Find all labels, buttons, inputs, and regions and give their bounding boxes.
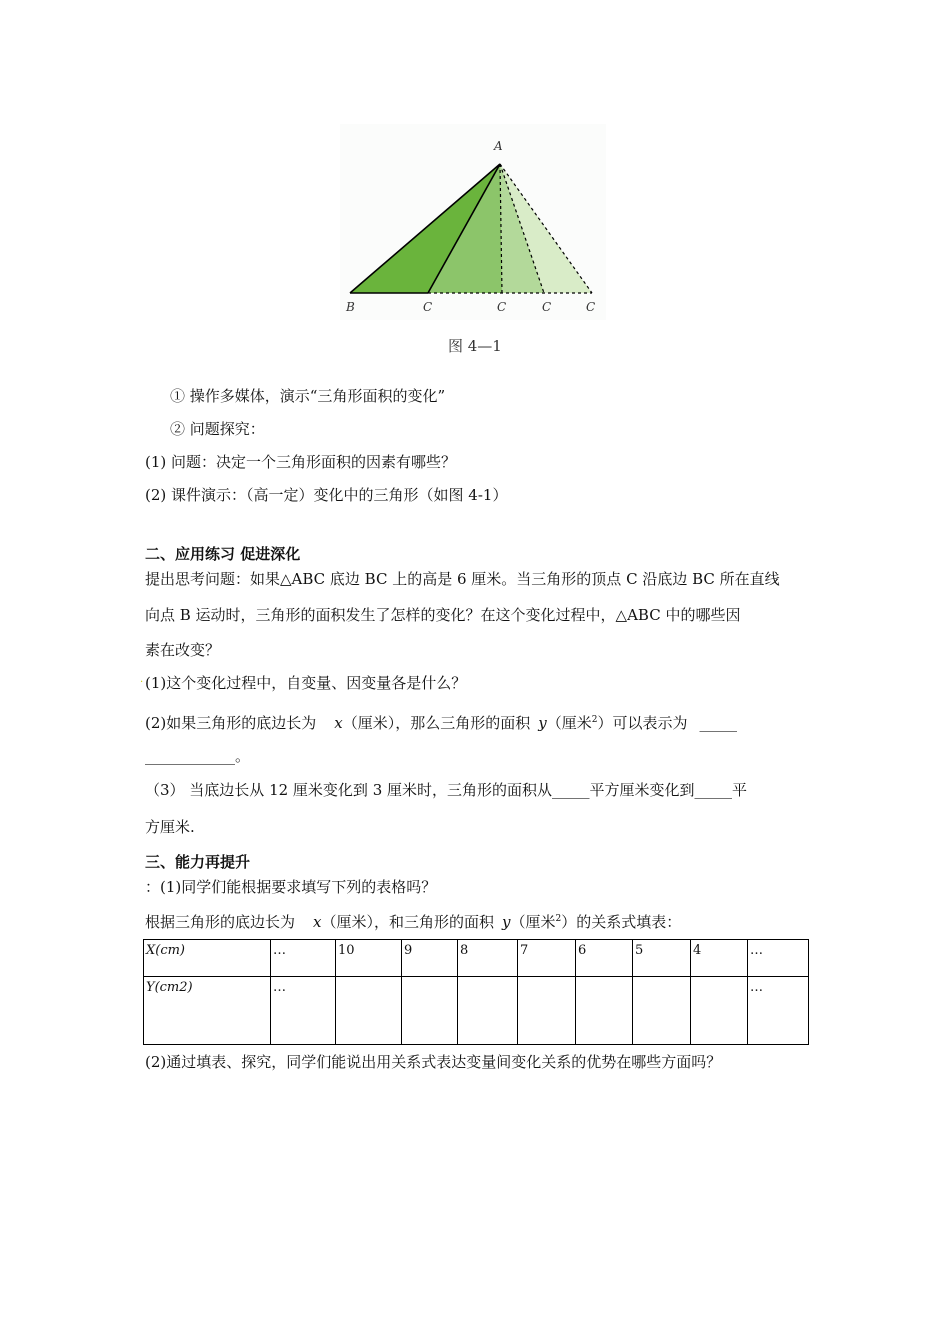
table-cell — [576, 977, 633, 1045]
q2-var-x: x — [334, 714, 343, 732]
q2-blank-1: _____ — [699, 714, 737, 732]
table-cell: X(cm) — [144, 940, 271, 977]
table-cell: 9 — [402, 940, 458, 977]
intro-question-2: (2) 课件演示：（高一定）变化中的三角形（如图 4-1） — [145, 486, 508, 504]
section-3-question-1: ：(1)同学们能根据要求填写下列的表格吗？ — [145, 878, 437, 896]
figure-caption: 图 4—1 — [448, 337, 502, 355]
table-cell: … — [748, 940, 809, 977]
instr-var-y: y — [502, 913, 511, 931]
table-cell — [458, 977, 518, 1045]
triangle-figure — [340, 124, 606, 320]
table-cell: 10 — [336, 940, 402, 977]
label-B: B — [346, 300, 355, 314]
table-row-x — [144, 940, 809, 977]
table-cell — [336, 977, 402, 1045]
table-cell — [518, 977, 576, 1045]
q2-text-b: （厘米），那么三角形的面积 — [342, 714, 531, 732]
table-cell — [633, 977, 691, 1045]
intro-item-2: ② 问题探究： — [170, 420, 265, 438]
table-cell: … — [271, 977, 336, 1045]
table-cell — [691, 977, 748, 1045]
q2-text-c: （厘米 — [546, 714, 592, 732]
margin-mark: . — [140, 674, 144, 685]
q2-text-d: ）可以表示为 — [597, 714, 688, 732]
instr-text-d: ）的关系式填表： — [561, 913, 682, 931]
section-2-question-3-line-1: （3） 当底边长从 12 厘米变化到 3 厘米时，三角形的面积从_____平方厘米变化到_____平 — [145, 781, 748, 799]
label-A: A — [494, 139, 503, 153]
section-2-question-2-blank: ____________。 — [145, 747, 251, 765]
q2-text-a: (2)如果三角形的底边长为 — [145, 714, 317, 732]
label-C2: C — [497, 300, 507, 314]
section-2-heading: 二、应用练习 促进深化 — [145, 545, 301, 563]
instr-text-c: （厘米 — [510, 913, 556, 931]
table-cell: 5 — [633, 940, 691, 977]
table-row-y — [144, 977, 809, 1045]
instr-var-x: x — [313, 913, 322, 931]
instr-sup: 2 — [555, 914, 562, 924]
value-table — [143, 939, 809, 1045]
table-cell: 6 — [576, 940, 633, 977]
section-2-question-2 — [145, 710, 737, 733]
section-2-question-3-line-2: 方厘米. — [145, 818, 195, 836]
instr-text-b: （厘米），和三角形的面积 — [321, 913, 494, 931]
intro-question-1: (1) 问题：决定一个三角形面积的因素有哪些？ — [145, 453, 457, 471]
table-cell: Y(cm2) — [144, 977, 271, 1045]
section-3-question-2: (2)通过填表、探究，同学们能说出用关系式表达变量间变化关系的优势在哪些方面吗？ — [145, 1053, 722, 1071]
table-cell: 8 — [458, 940, 518, 977]
q2-sup: 2 — [591, 715, 598, 725]
section-2-question-1: (1)这个变化过程中，自变量、因变量各是什么？ — [145, 674, 467, 692]
label-C1: C — [423, 300, 433, 314]
instr-text-a: 根据三角形的底边长为 — [145, 913, 296, 931]
label-C4: C — [586, 300, 596, 314]
table-cell: … — [271, 940, 336, 977]
section-2-para-line-2: 向点 B 运动时，三角形的面积发生了怎样的变化？在这个变化过程中，△ABC 中的哪些因 — [145, 606, 741, 624]
table-cell — [402, 977, 458, 1045]
section-3-heading: 三、能力再提升 — [145, 853, 251, 871]
section-3-instruction — [145, 909, 681, 932]
table-cell: … — [748, 977, 809, 1045]
section-2-para-line-3: 素在改变？ — [145, 641, 221, 659]
label-C3: C — [542, 300, 552, 314]
triangle-diagram — [340, 124, 606, 320]
q2-var-y: y — [538, 714, 547, 732]
table-cell: 4 — [691, 940, 748, 977]
intro-item-1: ① 操作多媒体，演示“三角形面积的变化” — [170, 387, 446, 405]
section-2-para-line-1: 提出思考问题：如果△ABC 底边 BC 上的高是 6 厘米。当三角形的顶点 C 沿底边 BC 所在直线 — [145, 570, 780, 588]
table-cell: 7 — [518, 940, 576, 977]
